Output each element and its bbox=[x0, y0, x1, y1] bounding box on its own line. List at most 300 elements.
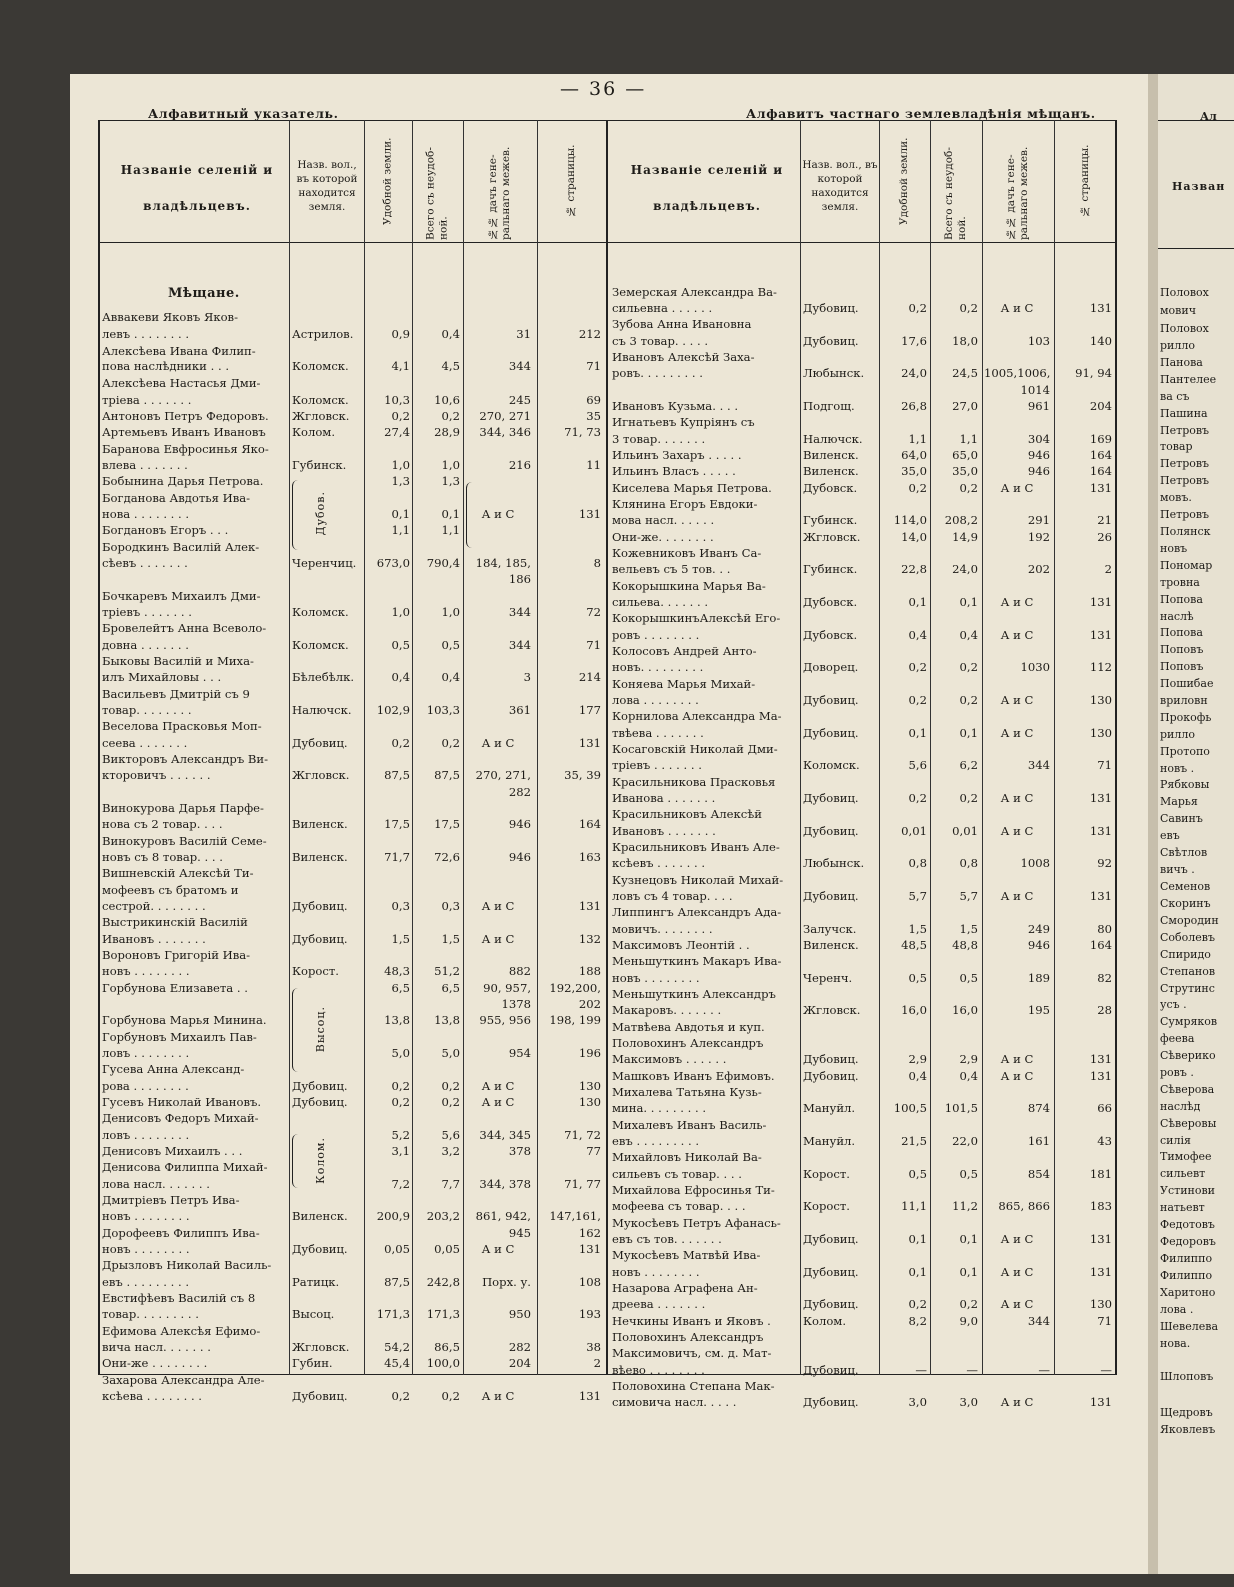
left-total-land: 1,0 bbox=[441, 605, 460, 619]
right-dacha-numbers: 1030 bbox=[1020, 660, 1050, 674]
right-arable-land: 64,0 bbox=[901, 448, 927, 462]
left-page-ref: 164 bbox=[578, 817, 601, 831]
right-dacha-numbers: 189 bbox=[1027, 971, 1050, 985]
left-volost: Черенчиц. bbox=[292, 556, 357, 570]
right-page-ref: 28 bbox=[1097, 1003, 1112, 1017]
left-arable-land: 1,3 bbox=[391, 474, 410, 488]
right-volost: Дубовиц. bbox=[803, 334, 859, 348]
left-arable-land: 0,2 bbox=[391, 1079, 410, 1093]
left-total-land: 790,4 bbox=[426, 556, 460, 570]
adjacent-page-entry: Пономар bbox=[1160, 559, 1213, 572]
right-owner-name: дреева . . . . . . . bbox=[612, 1297, 706, 1311]
left-owner-name: Алексѣева Ивана Филип- bbox=[102, 344, 256, 358]
right-page-ref: 131 bbox=[1089, 595, 1112, 609]
left-volost: Губинск. bbox=[292, 458, 347, 472]
right-total-land: — bbox=[966, 1363, 978, 1377]
left-owner-name: евъ . . . . . . . . . bbox=[102, 1275, 190, 1289]
right-page-ref: 181 bbox=[1089, 1167, 1112, 1181]
running-header-left: Алфавитный указатель. bbox=[148, 106, 339, 121]
right-dacha-numbers: А и С bbox=[1000, 726, 1034, 740]
right-page-ref: 131 bbox=[1089, 824, 1112, 838]
adjacent-page-entry: Яковлевъ bbox=[1160, 1423, 1216, 1436]
right-dacha-numbers: 854 bbox=[1027, 1167, 1050, 1181]
right-owner-name: Ильинъ Власъ . . . . . bbox=[612, 464, 736, 478]
left-owner-name: кторовичъ . . . . . . bbox=[102, 768, 211, 782]
adjacent-page-entry: Филиппо bbox=[1160, 1252, 1213, 1265]
left-page-ref: 2 bbox=[593, 1356, 601, 1370]
right-owner-name: Киселева Марья Петрова. bbox=[612, 481, 772, 495]
right-arable-land: 0,8 bbox=[908, 856, 927, 870]
right-owner-name: Красильниковъ Алексѣй bbox=[612, 807, 762, 821]
right-page-ref: 82 bbox=[1097, 971, 1112, 985]
right-page-ref: 131 bbox=[1089, 1069, 1112, 1083]
right-owner-name: Меньшуткинъ Макаръ Ива- bbox=[612, 954, 782, 968]
right-total-land: 0,8 bbox=[959, 856, 978, 870]
col-header-page: № страницы. bbox=[1079, 144, 1091, 218]
left-total-land: 10,6 bbox=[434, 393, 460, 407]
left-total-land: 51,2 bbox=[434, 964, 460, 978]
right-owner-name: КокорышкинъАлексѣй Его- bbox=[612, 611, 781, 625]
right-arable-land: 0,4 bbox=[908, 628, 927, 642]
left-owner-name: Гусевъ Николай Ивановъ. bbox=[102, 1095, 262, 1109]
right-arable-land: 16,0 bbox=[901, 1003, 927, 1017]
col-header-dachas: №№ дачъ гене- ральнаго межев. bbox=[487, 146, 512, 240]
right-owner-name: сильевна . . . . . . bbox=[612, 301, 713, 315]
adjacent-page-entry: натьевт bbox=[1160, 1201, 1205, 1214]
left-dacha-numbers: 282 bbox=[508, 785, 531, 799]
right-page-ref: 2 bbox=[1104, 562, 1112, 576]
right-total-land: 0,4 bbox=[959, 628, 978, 642]
right-owner-name: ксѣевъ . . . . . . . bbox=[612, 856, 706, 870]
left-dacha-numbers: 361 bbox=[508, 703, 531, 717]
left-owner-name: новъ . . . . . . . . bbox=[102, 1242, 190, 1256]
left-arable-land: 0,05 bbox=[384, 1242, 410, 1256]
adjacent-page-entry: Филиппо bbox=[1160, 1269, 1213, 1282]
left-owner-name: тріева . . . . . . . bbox=[102, 393, 192, 407]
right-owner-name: Максимовъ Леонтій . . bbox=[612, 938, 750, 952]
left-owner-name: Вороновъ Григорій Ива- bbox=[102, 948, 251, 962]
col-header-page: № страницы. bbox=[565, 144, 577, 218]
right-arable-land: 0,5 bbox=[908, 971, 927, 985]
left-owner-name: Гусева Анна Александ- bbox=[102, 1062, 245, 1076]
right-owner-name: Михалева Татьяна Кузь- bbox=[612, 1085, 762, 1099]
left-arable-land: 5,0 bbox=[391, 1046, 410, 1060]
left-owner-name: Бочкаревъ Михаилъ Дми- bbox=[102, 589, 261, 603]
left-total-land: 6,5 bbox=[441, 981, 460, 995]
left-total-land: 100,0 bbox=[426, 1356, 460, 1370]
left-volost: Корост. bbox=[292, 964, 339, 978]
adjacent-page-entry: евъ bbox=[1160, 829, 1180, 842]
left-arable-land: 87,5 bbox=[384, 1275, 410, 1289]
right-owner-name: Колосовъ Андрей Анто- bbox=[612, 644, 757, 658]
adjacent-page-entry: Струтинс bbox=[1160, 982, 1215, 995]
left-page-ref: 214 bbox=[578, 670, 601, 684]
adjacent-page-entry: Сѣверовы bbox=[1160, 1117, 1217, 1130]
left-dacha-numbers: 3 bbox=[523, 670, 531, 684]
left-page-ref: 131 bbox=[578, 899, 601, 913]
right-dacha-numbers: 946 bbox=[1027, 938, 1050, 952]
left-volost: Жгловск. bbox=[292, 1340, 350, 1354]
left-total-land: 0,2 bbox=[441, 409, 460, 423]
right-total-land: 3,0 bbox=[959, 1395, 978, 1409]
column-rule bbox=[879, 120, 880, 1375]
left-total-land: 13,8 bbox=[434, 1013, 460, 1027]
right-volost: Губинск. bbox=[803, 513, 858, 527]
adjacent-page-entry: феева bbox=[1160, 1032, 1195, 1045]
left-arable-land: 0,9 bbox=[391, 327, 410, 341]
adjacent-page-entry: Пантелее bbox=[1160, 373, 1217, 386]
column-rule bbox=[364, 120, 365, 1375]
left-page-ref: 72 bbox=[586, 605, 601, 619]
right-owner-name: ловъ съ 4 товар. . . . bbox=[612, 889, 733, 903]
right-volost: Мануйл. bbox=[803, 1101, 856, 1115]
adjacent-page-entry: Протопо bbox=[1160, 745, 1210, 758]
right-arable-land: 1,5 bbox=[908, 922, 927, 936]
left-total-land: 1,5 bbox=[441, 932, 460, 946]
right-owner-name: Половохинъ Александръ bbox=[612, 1330, 764, 1344]
right-owner-name: вельевъ съ 5 тов. . . bbox=[612, 562, 731, 576]
left-volost: Налючск. bbox=[292, 703, 352, 717]
left-total-land: 1,1 bbox=[441, 523, 460, 537]
right-arable-land: 0,1 bbox=[908, 1232, 927, 1246]
col-header-name: Названіе селеній и владѣльцевъ. bbox=[630, 163, 784, 213]
right-volost: Виленск. bbox=[803, 464, 859, 478]
right-owner-name: Земерская Александра Ва- bbox=[612, 285, 777, 299]
left-owner-name: ловъ . . . . . . . . bbox=[102, 1128, 190, 1142]
right-arable-land: 0,2 bbox=[908, 791, 927, 805]
adjacent-page-entry: наслѣд bbox=[1160, 1100, 1201, 1113]
right-owner-name: ровъ . . . . . . . . bbox=[612, 628, 700, 642]
left-arable-land: 0,2 bbox=[391, 1389, 410, 1403]
right-arable-land: 0,2 bbox=[908, 660, 927, 674]
right-total-land: 0,5 bbox=[959, 971, 978, 985]
adjacent-page-entry: Сумряков bbox=[1160, 1015, 1218, 1028]
adjacent-page-entry: Шлоповъ bbox=[1160, 1370, 1214, 1383]
right-owner-name: Красильникова Прасковья bbox=[612, 775, 776, 789]
page-number: — 36 — bbox=[560, 78, 647, 100]
left-total-land: 1,3 bbox=[441, 474, 460, 488]
right-page-ref: 183 bbox=[1089, 1199, 1112, 1213]
adjacent-page-entry: силія bbox=[1160, 1134, 1191, 1147]
left-volost: Дубовиц. bbox=[292, 1389, 348, 1403]
right-arable-land: 0,2 bbox=[908, 481, 927, 495]
left-volost: Жгловск. bbox=[292, 409, 350, 423]
right-arable-land: 48,5 bbox=[901, 938, 927, 952]
adjacent-page-entry: Петровъ bbox=[1160, 424, 1210, 437]
right-volost: Дубовиц. bbox=[803, 1052, 859, 1066]
adjacent-page-entry: Петровъ bbox=[1160, 474, 1210, 487]
right-dacha-numbers: 961 bbox=[1027, 399, 1050, 413]
adjacent-page-entry: лова . bbox=[1160, 1303, 1194, 1316]
right-volost: Колом. bbox=[803, 1314, 847, 1328]
left-arable-land: 102,9 bbox=[376, 703, 410, 717]
left-owner-name: сѣевъ . . . . . . . bbox=[102, 556, 188, 570]
adjacent-page-entry: Степанов bbox=[1160, 965, 1216, 978]
right-owner-name: ровъ. . . . . . . . . bbox=[612, 366, 703, 380]
right-volost: Жгловск. bbox=[803, 530, 861, 544]
adjacent-page-entry: Харитоно bbox=[1160, 1286, 1216, 1299]
left-arable-land: 87,5 bbox=[384, 768, 410, 782]
right-page-ref: — bbox=[1100, 1363, 1112, 1377]
left-owner-name: ловъ . . . . . . . . bbox=[102, 1046, 190, 1060]
right-owner-name: новъ . . . . . . . . bbox=[612, 1265, 700, 1279]
left-page-ref: 163 bbox=[578, 850, 601, 864]
adjacent-page-entry: Поповъ bbox=[1160, 660, 1204, 673]
adjacent-page-rule bbox=[1158, 248, 1234, 249]
right-dacha-numbers: 874 bbox=[1027, 1101, 1050, 1115]
left-dacha-numbers: 282 bbox=[508, 1340, 531, 1354]
right-total-land: 0,2 bbox=[959, 301, 978, 315]
right-page-ref: 130 bbox=[1089, 1297, 1112, 1311]
left-arable-land: 1,0 bbox=[391, 605, 410, 619]
adjacent-page-entry: ва съ bbox=[1160, 390, 1190, 403]
right-dacha-numbers: 291 bbox=[1027, 513, 1050, 527]
left-total-land: 0,05 bbox=[434, 1242, 460, 1256]
right-dacha-numbers: А и С bbox=[1000, 1069, 1034, 1083]
right-owner-name: Ильинъ Захаръ . . . . . bbox=[612, 448, 742, 462]
col-header-volost: Назв. вол., въ которой находится земля. bbox=[296, 159, 358, 213]
left-page-ref: 11 bbox=[586, 458, 601, 472]
left-owner-name: Денисовъ Михаилъ . . . bbox=[102, 1144, 243, 1158]
left-volost: Дубовиц. bbox=[292, 1079, 348, 1093]
left-arable-land: 10,3 bbox=[384, 393, 410, 407]
column-rule bbox=[800, 120, 801, 1375]
right-volost: Виленск. bbox=[803, 448, 859, 462]
left-page-ref: 130 bbox=[578, 1079, 601, 1093]
brace-volost-label: Колом. bbox=[314, 1137, 327, 1184]
left-arable-land: 7,2 bbox=[391, 1177, 410, 1191]
col-header-arable: Удобной земли. bbox=[381, 137, 394, 225]
adjacent-page-entry: Семенов bbox=[1160, 880, 1211, 893]
right-total-land: 14,9 bbox=[952, 530, 978, 544]
left-owner-name: Быковы Василій и Миха- bbox=[102, 654, 254, 668]
right-owner-name: Ивановъ Кузьма. . . . bbox=[612, 399, 739, 413]
left-arable-land: 171,3 bbox=[376, 1307, 410, 1321]
right-page-ref: 91, 94 bbox=[1075, 366, 1112, 380]
left-owner-name: новъ съ 8 товар. . . . bbox=[102, 850, 223, 864]
right-page-ref: 26 bbox=[1097, 530, 1112, 544]
right-arable-land: 5,6 bbox=[908, 758, 927, 772]
adjacent-page-entry: Половох bbox=[1160, 322, 1209, 335]
left-owner-name: Бобынина Дарья Петрова. bbox=[102, 474, 264, 488]
adjacent-page-header: Ал bbox=[1200, 110, 1217, 123]
left-page-ref: 108 bbox=[578, 1275, 601, 1289]
left-page-ref: 71 bbox=[586, 638, 601, 652]
right-volost: Корост. bbox=[803, 1167, 850, 1181]
left-owner-name: Артемьевъ Иванъ Ивановъ bbox=[102, 425, 266, 439]
right-owner-name: Нечкины Иванъ и Яковъ . bbox=[612, 1314, 771, 1328]
right-total-land: 0,2 bbox=[959, 660, 978, 674]
column-rule bbox=[463, 120, 464, 1375]
right-owner-name: Корнилова Александра Ма- bbox=[612, 709, 782, 723]
left-arable-land: 0,2 bbox=[391, 1095, 410, 1109]
adjacent-page-entry: рилло bbox=[1160, 339, 1195, 352]
right-volost: Дубовиц. bbox=[803, 1297, 859, 1311]
adjacent-page-entry: Спиридо bbox=[1160, 948, 1211, 961]
right-owner-name: сильевъ съ товар. . . . bbox=[612, 1167, 742, 1181]
right-total-land: 0,1 bbox=[959, 595, 978, 609]
left-owner-name: новъ . . . . . . . . bbox=[102, 964, 190, 978]
right-total-land: 0,01 bbox=[952, 824, 978, 838]
right-page-ref: 131 bbox=[1089, 1232, 1112, 1246]
right-owner-name: Машковъ Иванъ Ефимовъ. bbox=[612, 1069, 775, 1083]
section-title: Мѣщане. bbox=[168, 286, 240, 301]
brace-bracket bbox=[292, 1134, 299, 1188]
right-volost: Виленск. bbox=[803, 938, 859, 952]
right-owner-name: лова . . . . . . . . bbox=[612, 693, 699, 707]
right-owner-name: Коняева Марья Михай- bbox=[612, 677, 756, 691]
left-arable-land: 0,2 bbox=[391, 736, 410, 750]
right-arable-land: 5,7 bbox=[908, 889, 927, 903]
left-dacha-numbers: 861, 942, bbox=[475, 1209, 531, 1223]
right-owner-name: симовича насл. . . . . bbox=[612, 1395, 737, 1409]
right-volost: Дубовиц. bbox=[803, 726, 859, 740]
left-total-land: 87,5 bbox=[434, 768, 460, 782]
left-page-ref: 131 bbox=[578, 1242, 601, 1256]
left-owner-name: Ефимова Алексѣя Ефимо- bbox=[102, 1324, 261, 1338]
left-arable-land: 71,7 bbox=[384, 850, 410, 864]
left-arable-land: 48,3 bbox=[384, 964, 410, 978]
right-owner-name: Назарова Аграфена Ан- bbox=[612, 1281, 758, 1295]
left-dacha-numbers: А и С bbox=[481, 1079, 515, 1093]
left-dacha-numbers: 184, 185, bbox=[475, 556, 531, 570]
adjacent-page-entry: ровъ . bbox=[1160, 1066, 1194, 1079]
right-owner-name: Кожевниковъ Иванъ Са- bbox=[612, 546, 762, 560]
right-owner-name: мовичъ. . . . . . . . bbox=[612, 922, 713, 936]
left-total-land: 203,2 bbox=[426, 1209, 460, 1223]
adjacent-page-entry: Пашина bbox=[1160, 407, 1208, 420]
right-owner-name: 3 товар. . . . . . . bbox=[612, 432, 706, 446]
right-volost: Дубовиц. bbox=[803, 791, 859, 805]
right-dacha-numbers: — bbox=[1038, 1363, 1050, 1377]
left-dacha-numbers: 31 bbox=[516, 327, 531, 341]
right-total-land: 5,7 bbox=[959, 889, 978, 903]
right-owner-name: твѣева . . . . . . . bbox=[612, 726, 704, 740]
right-owner-name: новъ . . . . . . . . bbox=[612, 971, 700, 985]
left-total-land: 0,2 bbox=[441, 736, 460, 750]
right-arable-land: 26,8 bbox=[901, 399, 927, 413]
adjacent-page-entry: Попова bbox=[1160, 626, 1203, 639]
right-dacha-numbers: А и С bbox=[1000, 1232, 1034, 1246]
adjacent-page-entry: Поповъ bbox=[1160, 643, 1204, 656]
right-total-land: 1,5 bbox=[959, 922, 978, 936]
left-dacha-numbers: 90, 957, bbox=[483, 981, 531, 995]
right-volost: Дубовск. bbox=[803, 628, 858, 642]
right-total-land: 0,2 bbox=[959, 693, 978, 707]
left-arable-land: 4,1 bbox=[391, 359, 410, 373]
left-dacha-numbers: 204 bbox=[508, 1356, 531, 1370]
right-arable-land: 0,1 bbox=[908, 1265, 927, 1279]
right-page-ref: 164 bbox=[1089, 938, 1112, 952]
right-page-ref: 131 bbox=[1089, 1395, 1112, 1409]
left-owner-name: Они-же . . . . . . . . bbox=[102, 1356, 208, 1370]
right-dacha-numbers: А и С bbox=[1000, 1395, 1034, 1409]
right-arable-land: 100,5 bbox=[893, 1101, 927, 1115]
right-page-ref: 169 bbox=[1089, 432, 1112, 446]
left-volost: Коломск. bbox=[292, 393, 349, 407]
left-total-land: 7,7 bbox=[441, 1177, 460, 1191]
right-dacha-numbers: 344 bbox=[1027, 1314, 1050, 1328]
right-owner-name: Мукосѣевъ Матвѣй Ива- bbox=[612, 1248, 761, 1262]
brace-bracket bbox=[292, 480, 299, 550]
left-owner-name: Ивановъ . . . . . . . bbox=[102, 932, 206, 946]
left-total-land: 3,2 bbox=[441, 1144, 460, 1158]
right-owner-name: мова насл. . . . . . bbox=[612, 513, 715, 527]
left-dacha-numbers: А и С bbox=[481, 736, 515, 750]
left-owner-name: Бородкинъ Василій Алек- bbox=[102, 540, 260, 554]
right-dacha-numbers: 1005,1006, bbox=[984, 366, 1051, 380]
adjacent-page-entry: Скоринъ bbox=[1160, 897, 1211, 910]
left-volost: Дубовиц. bbox=[292, 899, 348, 913]
adjacent-page-entry: Федотовъ bbox=[1160, 1218, 1215, 1231]
left-dacha-numbers: 344 bbox=[508, 638, 531, 652]
right-volost: Мануйл. bbox=[803, 1134, 856, 1148]
left-dacha-numbers: А и С bbox=[481, 1242, 515, 1256]
col-header-name: Названіе селеній и владѣльцевъ. bbox=[120, 163, 274, 213]
column-rule bbox=[412, 120, 413, 1375]
left-dacha-numbers: 344, 345 bbox=[479, 1128, 531, 1142]
right-dacha-numbers: А и С bbox=[1000, 628, 1034, 642]
left-dacha-numbers: 344, 346 bbox=[479, 425, 531, 439]
right-volost: Подгощ. bbox=[803, 399, 855, 413]
right-owner-name: Михалевъ Иванъ Василь- bbox=[612, 1118, 767, 1132]
left-volost: Коломск. bbox=[292, 359, 349, 373]
right-arable-land: 0,1 bbox=[908, 726, 927, 740]
right-page-ref: 131 bbox=[1089, 1052, 1112, 1066]
left-arable-land: 27,4 bbox=[384, 425, 410, 439]
right-arable-land: 14,0 bbox=[901, 530, 927, 544]
right-total-land: 48,8 bbox=[952, 938, 978, 952]
left-dacha-numbers: 344, 378 bbox=[479, 1177, 531, 1191]
right-owner-name: Половохина Степана Мак- bbox=[612, 1379, 775, 1393]
left-arable-land: 17,5 bbox=[384, 817, 410, 831]
right-arable-land: 0,01 bbox=[901, 824, 927, 838]
right-volost: Дубовск. bbox=[803, 481, 858, 495]
right-arable-land: 35,0 bbox=[901, 464, 927, 478]
right-arable-land: 0,1 bbox=[908, 595, 927, 609]
right-total-land: 0,2 bbox=[959, 1297, 978, 1311]
right-total-land: 0,1 bbox=[959, 726, 978, 740]
left-page-ref: 147,161, bbox=[549, 1209, 601, 1223]
right-owner-name: Мукосѣевъ Петръ Афанась- bbox=[612, 1216, 781, 1230]
right-owner-name: тріевъ . . . . . . . bbox=[612, 758, 702, 772]
right-owner-name: Меньшуткинъ Александръ bbox=[612, 987, 776, 1001]
right-owner-name: Липпингъ Александръ Ада- bbox=[612, 905, 782, 919]
left-owner-name: Дмитріевъ Петръ Ива- bbox=[102, 1193, 240, 1207]
right-total-land: 0,1 bbox=[959, 1265, 978, 1279]
right-dacha-numbers: 946 bbox=[1027, 448, 1050, 462]
left-page-ref: 130 bbox=[578, 1095, 601, 1109]
left-arable-land: 0,2 bbox=[391, 409, 410, 423]
left-dacha-numbers: 270, 271, bbox=[475, 768, 531, 782]
left-owner-name: Дрызловъ Николай Василь- bbox=[102, 1258, 272, 1272]
right-owner-name: Кузнецовъ Николай Михай- bbox=[612, 873, 784, 887]
adjacent-page-entry: мовъ. bbox=[1160, 491, 1192, 504]
right-volost: Дубовиц. bbox=[803, 889, 859, 903]
adjacent-page-entry: вриловн bbox=[1160, 694, 1208, 707]
right-total-land: 0,2 bbox=[959, 791, 978, 805]
right-owner-name: съ 3 товар. . . . . bbox=[612, 334, 709, 348]
right-total-land: 1,1 bbox=[959, 432, 978, 446]
right-volost: Дубовиц. bbox=[803, 1363, 859, 1377]
right-total-land: 22,0 bbox=[952, 1134, 978, 1148]
right-dacha-numbers: 1008 bbox=[1020, 856, 1050, 870]
right-dacha-numbers: 1014 bbox=[1020, 383, 1050, 397]
right-total-land: 35,0 bbox=[952, 464, 978, 478]
right-page-ref: 43 bbox=[1097, 1134, 1112, 1148]
right-total-land: 18,0 bbox=[952, 334, 978, 348]
right-dacha-numbers: А и С bbox=[1000, 481, 1034, 495]
